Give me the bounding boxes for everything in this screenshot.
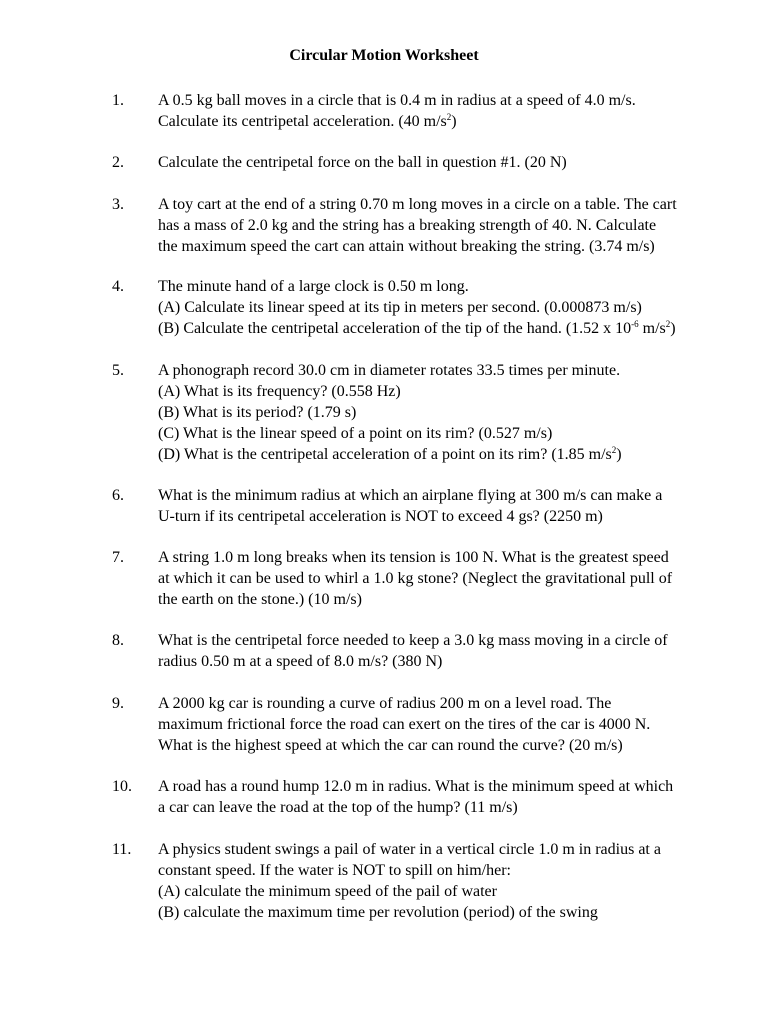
sub-question-a: (A) Calculate its linear speed at its tip in meters per second. (0.000873 m/s) [158, 299, 642, 316]
question-line: A string 1.0 m long breaks when its tension is 100 N. What is the greatest speed [158, 549, 669, 566]
question-line: has a mass of 2.0 kg and the string has a breaking strength of 40. N. Calculate [158, 217, 657, 234]
sub-question-b [158, 318, 748, 339]
question-line: What is the minimum radius at which an airplane flying at 300 m/s can make a [158, 487, 663, 504]
text-fragment: ) [616, 446, 622, 463]
question-number: 1. [112, 92, 124, 109]
question-text [158, 90, 748, 132]
sub-question-d [158, 444, 748, 465]
question-line: U-turn if its centripetal acceleration is NOT to exceed 4 gs? (2250 m) [158, 508, 603, 525]
question-number: 11. [112, 841, 132, 858]
question-line: A 0.5 kg ball moves in a circle that is 0.4 m in radius at a speed of 4.0 m/s. [158, 92, 636, 109]
question-line: A phonograph record 30.0 cm in diameter rotates 33.5 times per minute. [158, 362, 621, 379]
question-text [158, 547, 748, 610]
question-text [158, 485, 748, 527]
sub-question-a: (A) calculate the minimum speed of the pail of water [158, 883, 497, 900]
text-fragment: (B) Calculate the centripetal acceleration of the tip of the hand. (1.52 x 10 [158, 320, 632, 337]
superscript: 2 [665, 319, 671, 329]
text-fragment: m/s [638, 320, 666, 337]
question-line: the maximum speed the cart can attain without breaking the string. (3.74 m/s) [158, 238, 655, 255]
question-number: 8. [112, 632, 124, 649]
text-fragment: ) [670, 320, 676, 337]
question-line: A toy cart at the end of a string 0.70 m long moves in a circle on a table. The cart [158, 196, 677, 213]
page-title: Circular Motion Worksheet [289, 47, 479, 64]
question-line: maximum frictional force the road can exert on the tires of the car is 4000 N. [158, 716, 651, 733]
question-line: A road has a round hump 12.0 m in radius. What is the minimum speed at which [158, 778, 674, 795]
question-number: 10. [112, 778, 132, 795]
question-line: What is the centripetal force needed to keep a 3.0 kg mass moving in a circle of [158, 632, 668, 649]
question-number: 5. [112, 362, 124, 379]
text-fragment: Calculate its centripetal acceleration. (40 m/s [158, 113, 447, 130]
question-line: Calculate the centripetal force on the ball in question #1. (20 N) [158, 154, 567, 171]
question-text [158, 839, 748, 923]
question-text [158, 276, 748, 339]
question-text [158, 630, 748, 672]
question-number: 2. [112, 154, 124, 171]
question-text [158, 360, 748, 465]
question-line: A physics student swings a pail of water in a vertical circle 1.0 m in radius at a [158, 841, 661, 858]
question-line: a car can leave the road at the top of the hump? (11 m/s) [158, 799, 518, 816]
sub-question-c: (C) What is the linear speed of a point on its rim? (0.527 m/s) [158, 425, 553, 442]
question-line [158, 111, 748, 132]
sub-question-b: (B) calculate the maximum time per revolution (period) of the swing [158, 904, 598, 921]
question-text [158, 194, 748, 257]
question-text [158, 693, 748, 756]
question-line: at which it can be used to whirl a 1.0 kg stone? (Neglect the gravitational pull of [158, 570, 673, 587]
question-number: 4. [112, 278, 124, 295]
question-text [158, 776, 748, 818]
text-fragment: ) [451, 113, 457, 130]
question-line: the earth on the stone.) (10 m/s) [158, 591, 362, 608]
text-fragment: (D) What is the centripetal acceleration of a point on its rim? (1.85 m/s [158, 446, 612, 463]
question-line: constant speed. If the water is NOT to spill on him/her: [158, 862, 511, 879]
question-line: The minute hand of a large clock is 0.50 m long. [158, 278, 469, 295]
superscript: 2 [611, 445, 617, 455]
sub-question-a: (A) What is its frequency? (0.558 Hz) [158, 383, 401, 400]
question-number: 7. [112, 549, 124, 566]
question-line: A 2000 kg car is rounding a curve of radius 200 m on a level road. The [158, 695, 612, 712]
question-number: 6. [112, 487, 124, 504]
superscript: -6 [631, 319, 639, 329]
sub-question-b: (B) What is its period? (1.79 s) [158, 404, 357, 421]
question-number: 9. [112, 695, 124, 712]
question-number: 3. [112, 196, 124, 213]
question-line: radius 0.50 m at a speed of 8.0 m/s? (380 N) [158, 653, 443, 670]
superscript: 2 [446, 112, 452, 122]
question-line: What is the highest speed at which the car can round the curve? (20 m/s) [158, 737, 623, 754]
question-text [158, 152, 748, 173]
